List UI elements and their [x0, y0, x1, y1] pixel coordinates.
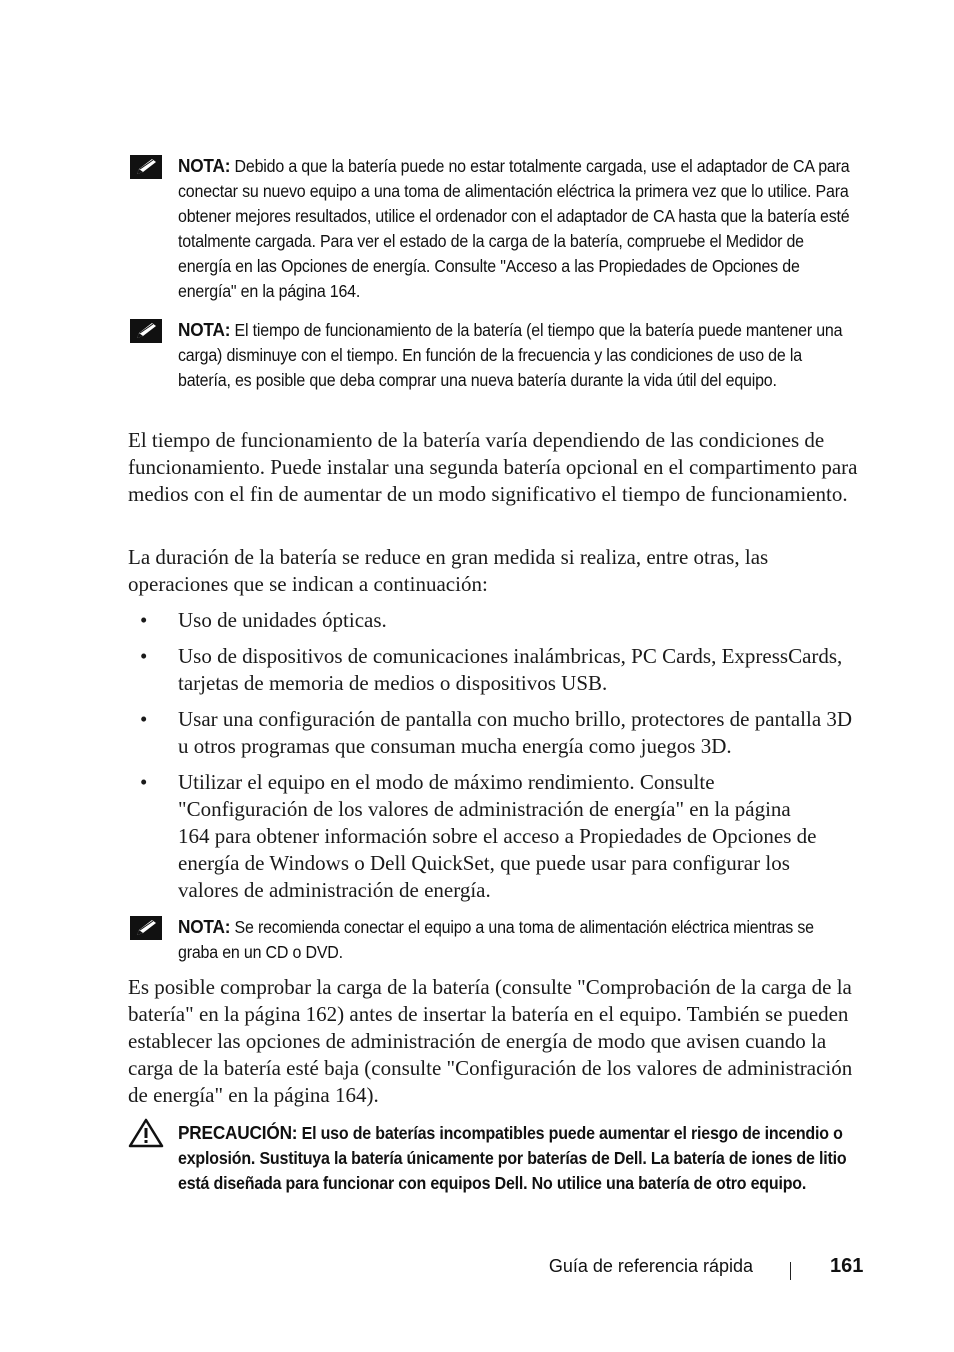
- note-label: NOTA:: [178, 916, 231, 937]
- list-item-text: Utilizar el equipo en el modo de máximo rendimiento. Consulte "Configuración de los valores de administración de energía" en la página 164 para obtener información sobre el acceso a Propiedades de Opciones de energía de Windows o Dell QuickSet, que puede usar para configurar los valores de administración de energía.: [178, 770, 817, 902]
- note-text: [178, 914, 857, 965]
- footer-separator: [790, 1262, 791, 1280]
- body-paragraph: Es posible comprobar la carga de la batería (consulte "Comprobación de la carga de la batería" en la página 162) antes de insertar la batería en el equipo. También se pueden establecer las opciones de administración de energía de modo que avisen cuando la carga de la batería esté baja (consulte "Configuración de los valores de administración de energía" en la página 164).: [128, 975, 853, 1107]
- note-block: [130, 317, 858, 393]
- note-text: [178, 317, 857, 393]
- list-item: [128, 607, 858, 634]
- note-body: El tiempo de funcionamiento de la batería (el tiempo que la batería puede mantener una carga) disminuye con el tiempo. En función de la frecuencia y las condiciones de uso de la batería, es posible que deba comprar una nueva batería durante la vida útil del equipo.: [178, 320, 843, 390]
- bullet-list: [128, 607, 858, 904]
- caution-text: [178, 1120, 857, 1196]
- body-paragraph: El tiempo de funcionamiento de la batería varía dependiendo de las condiciones de funcionamiento. Puede instalar una segunda batería opcional en el compartimento para medios con el fin de aumentar de un modo significativo el tiempo de funcionamiento.: [128, 428, 858, 506]
- note-block: [130, 153, 858, 304]
- note-pencil-icon: [130, 155, 162, 179]
- body-paragraph: La duración de la batería se reduce en gran medida si realiza, entre otras, las operaciones que se indican a continuación:: [128, 545, 769, 596]
- list-item-text: Uso de dispositivos de comunicaciones inalámbricas, PC Cards, ExpressCards, tarjetas de memoria de medios o dispositivos USB.: [178, 644, 843, 695]
- list-item: [128, 706, 858, 760]
- note-block: [130, 914, 858, 965]
- bullet-marker: •: [140, 608, 148, 632]
- list-item: [128, 769, 818, 904]
- list-item: [128, 643, 858, 697]
- page-number: 161: [830, 1255, 864, 1277]
- note-body: Debido a que la batería puede no estar totalmente cargada, use el adaptador de CA para conectar su nuevo equipo a una toma de alimentación eléctrica la primera vez que lo utilice. Para obtener mejores resultados, utilice el ordenador con el adaptador de CA hasta que la batería esté totalmente cargada. Para ver el estado de la carga de la batería, compruebe el Medidor de energía en las Opciones de energía. Consulte "Acceso a las Propiedades de Opciones de energía" en la página 164.: [178, 156, 850, 301]
- note-pencil-icon: [130, 319, 162, 343]
- caution-label: PRECAUCIÓN:: [178, 1122, 298, 1143]
- page-footer: [0, 1256, 954, 1286]
- caution-body: El uso de baterías incompatibles puede aumentar el riesgo de incendio o explosión. Sustituya la batería únicamente por baterías de Dell. La batería de iones de litio está diseñada para funcionar con equipos Dell. No utilice una batería de otro equipo.: [178, 1123, 847, 1193]
- footer-title: Guía de referencia rápida: [548, 1256, 753, 1276]
- note-text: [178, 153, 857, 304]
- list-item-text: Usar una configuración de pantalla con mucho brillo, protectores de pantalla 3D u otros programas que consuman mucha energía como juegos 3D.: [178, 707, 853, 758]
- list-item-text: Uso de unidades ópticas.: [178, 608, 387, 632]
- note-body: Se recomienda conectar el equipo a una toma de alimentación eléctrica mientras se graba en un CD o DVD.: [178, 917, 814, 962]
- caution-block: [130, 1120, 858, 1196]
- bullet-marker: •: [140, 707, 148, 731]
- bullet-marker: •: [140, 770, 148, 794]
- note-label: NOTA:: [178, 319, 231, 340]
- bullet-marker: •: [140, 644, 148, 668]
- note-pencil-icon: [130, 916, 162, 940]
- note-label: NOTA:: [178, 155, 231, 176]
- warning-triangle-icon: [128, 1118, 164, 1148]
